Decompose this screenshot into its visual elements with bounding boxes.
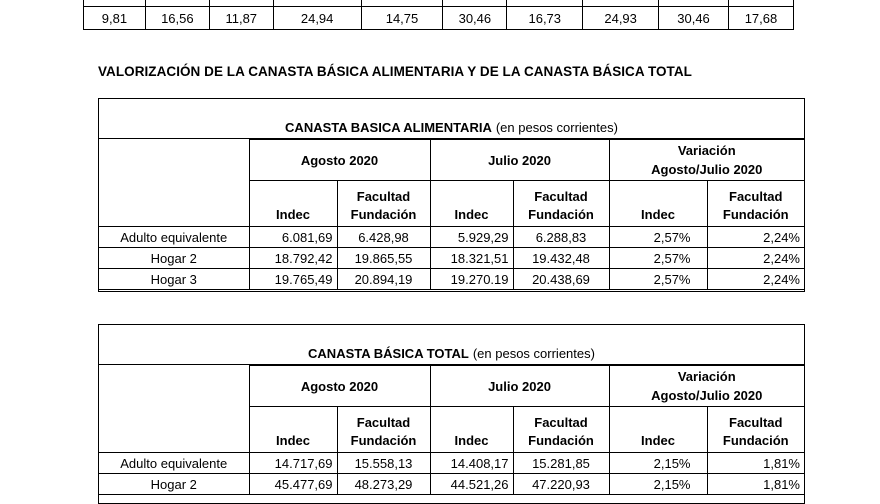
row-label: Hogar 2: [99, 474, 249, 495]
cba-variation-header: Variación Agosto/Julio 2020: [609, 140, 804, 181]
col-facultad: Facultad Fundación: [707, 407, 804, 453]
cbt-table: [98, 324, 805, 504]
top-table-row: [84, 7, 794, 30]
cbt-period-julio: Julio 2020: [430, 366, 609, 407]
cbt-variation-header: Variación Agosto/Julio 2020: [609, 366, 804, 407]
table-cell: 11,87: [209, 7, 273, 30]
table-cell: 14.408,17: [430, 453, 513, 474]
section-title: VALORIZACIÓN DE LA CANASTA BÁSICA ALIMENTARIA Y DE LA CANASTA BÁSICA TOTAL: [98, 64, 692, 79]
table-cell: 19.432,48: [513, 248, 609, 269]
cba-period-agosto: Agosto 2020: [249, 140, 430, 181]
cba-title-bold: CANASTA BASICA ALIMENTARIA: [285, 120, 492, 135]
col-indec: Indec: [249, 181, 337, 227]
row-label: Adulto equivalente: [99, 453, 249, 474]
cba-grid: [99, 139, 804, 290]
cbt-header-row-1: [99, 366, 804, 407]
table-cell: 1,81%: [707, 453, 804, 474]
table-cell: 2,57%: [609, 248, 707, 269]
table-cell: 15.281,85: [513, 453, 609, 474]
cbt-period-agosto: Agosto 2020: [249, 366, 430, 407]
table-cell: 19.865,55: [337, 248, 430, 269]
cba-title-note: (en pesos corrientes): [495, 120, 618, 135]
cbt-table-title: [99, 325, 804, 365]
cba-period-julio: Julio 2020: [430, 140, 609, 181]
table-cell: 45.477,69: [249, 474, 337, 495]
table-cell: 30,46: [659, 7, 729, 30]
cbt-grid: [99, 365, 804, 495]
col-indec: Indec: [430, 181, 513, 227]
col-facultad: Facultad Fundación: [513, 181, 609, 227]
table-row: [99, 227, 804, 248]
table-row: [99, 269, 804, 290]
col-indec: Indec: [609, 181, 707, 227]
row-label: Adulto equivalente: [99, 227, 249, 248]
table-cell: 30,46: [443, 7, 507, 30]
table-cell: 2,24%: [707, 248, 804, 269]
table-cell: 14.717,69: [249, 453, 337, 474]
col-facultad: Facultad Fundación: [337, 181, 430, 227]
table-cell: 2,57%: [609, 227, 707, 248]
col-facultad: Facultad Fundación: [337, 407, 430, 453]
table-cell: 1,81%: [707, 474, 804, 495]
table-cell: 47.220,93: [513, 474, 609, 495]
top-data-table: [83, 0, 794, 30]
table-cell: 20.438,69: [513, 269, 609, 290]
table-cell: 24,94: [273, 7, 361, 30]
table-cell: 44.521,26: [430, 474, 513, 495]
table-cell: 18.321,51: [430, 248, 513, 269]
table-cell: 19.270.19: [430, 269, 513, 290]
header-empty-cell: [99, 140, 249, 227]
table-cell: 16,56: [145, 7, 209, 30]
table-cell: 6.081,69: [249, 227, 337, 248]
cbt-title-bold: CANASTA BÁSICA TOTAL: [308, 346, 469, 361]
table-cell: 14,75: [361, 7, 443, 30]
col-indec: Indec: [249, 407, 337, 453]
cbt-title-note: (en pesos corrientes): [472, 346, 595, 361]
col-facultad: Facultad Fundación: [513, 407, 609, 453]
table-cell: 24,93: [583, 7, 659, 30]
cba-table-title: [99, 99, 804, 139]
table-cell: 2,15%: [609, 453, 707, 474]
cba-header-row-1: [99, 140, 804, 181]
col-indec: Indec: [430, 407, 513, 453]
header-empty-cell: [99, 366, 249, 453]
table-cell: 48.273,29: [337, 474, 430, 495]
table-cell: 6.428,98: [337, 227, 430, 248]
table-row: [99, 248, 804, 269]
table-cell: 9,81: [84, 7, 146, 30]
table-cell: 2,24%: [707, 269, 804, 290]
table-cell: 18.792,42: [249, 248, 337, 269]
row-label: Hogar 2: [99, 248, 249, 269]
table-cell: 5.929,29: [430, 227, 513, 248]
table-row: [99, 474, 804, 495]
table-row: [99, 453, 804, 474]
col-indec: Indec: [609, 407, 707, 453]
table-cell: 2,24%: [707, 227, 804, 248]
table-cell: 20.894,19: [337, 269, 430, 290]
table-cell: 17,68: [728, 7, 793, 30]
table-cell: 16,73: [507, 7, 583, 30]
row-label: Hogar 3: [99, 269, 249, 290]
col-facultad: Facultad Fundación: [707, 181, 804, 227]
cba-table: [98, 98, 805, 292]
table-cell: 2,57%: [609, 269, 707, 290]
table-cell: 6.288,83: [513, 227, 609, 248]
table-cell: 2,15%: [609, 474, 707, 495]
table-cell: 19.765,49: [249, 269, 337, 290]
table-cell: 15.558,13: [337, 453, 430, 474]
